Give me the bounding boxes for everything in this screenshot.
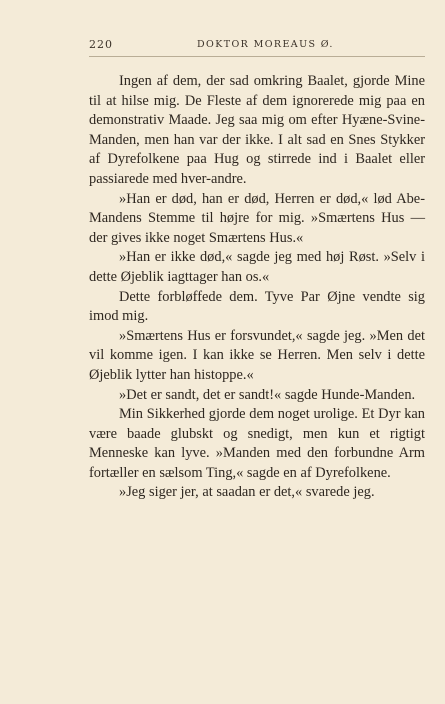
paragraph: »Jeg siger jer, at saadan er det,« svarede jeg.	[119, 484, 375, 501]
page-number: 220	[89, 38, 113, 51]
paragraph: »Han er død, han er død, Herren er død,« lød Abe-Mandens Stemme til højre for mig. »Smærtens Hus — der gives ikke noget Smærtens Hus.«	[89, 190, 425, 246]
paragraph: »Smærtens Hus er forsvundet,« sagde jeg. »Men det vil komme igen. I kan ikke se Herren. Men selv i dette Øjeblik lytter han histoppe.«	[89, 327, 425, 383]
paragraph: »Han er ikke død,« sagde jeg med høj Røst. »Selv i dette Øjeblik iagttager han os.«	[89, 249, 425, 285]
running-title: DOKTOR MOREAUS Ø.	[197, 39, 334, 50]
paragraph: »Det er sandt, det er sandt!« sagde Hunde-Manden.	[119, 386, 416, 403]
header-rule	[89, 56, 425, 57]
paragraph: Ingen af dem, der sad omkring Baalet, gjorde Mine til at hilse mig. De Fleste af dem ignorerede mig paa en demonstrativ Maade. Jeg saa mig om efter Hyæne-Svine-Manden, men han var der ikke. I alt sad en Snes Stykker af Dyrefolkene paa Hug og stirrede ind i Baalet eller passiarede med hver-andre.	[89, 73, 425, 187]
body-text	[89, 72, 425, 503]
paragraph: Dette forbløffede dem. Tyve Par Øjne vendte sig imod mig.	[89, 288, 425, 325]
paragraph: Min Sikkerhed gjorde dem noget urolige. Et Dyr kan være baade glubskt og snedigt, men kun et rigtigt Menneske kan lyve. »Manden med den forbundne Arm fortæller en sælsom Ting,« sagde en af Dyrefolkene.	[89, 406, 425, 481]
page-header	[89, 38, 425, 54]
